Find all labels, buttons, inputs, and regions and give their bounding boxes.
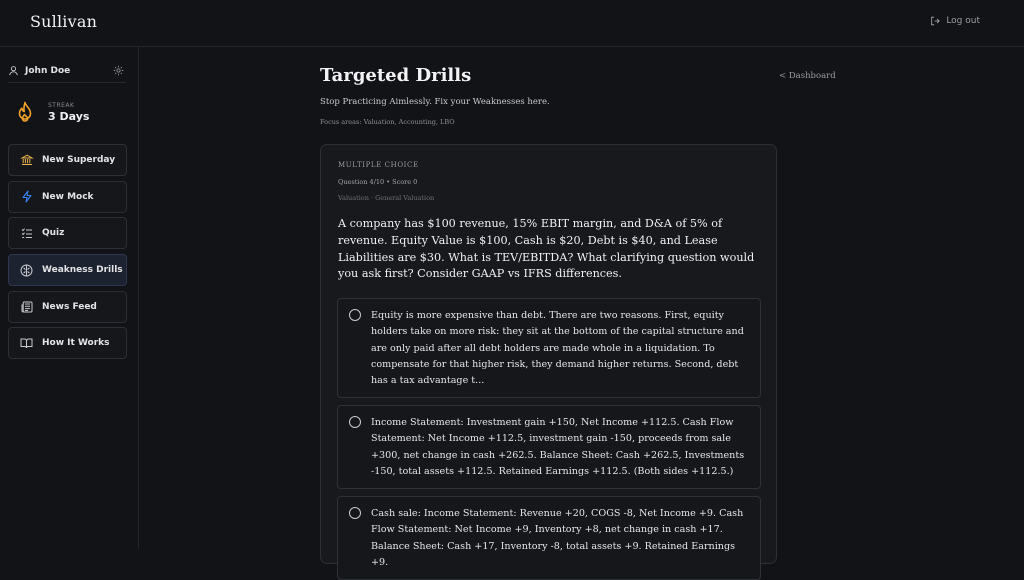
newspaper-icon xyxy=(20,300,33,313)
answer-option-text: Equity is more expensive than debt. There are two reasons. First, equity holders take on more risk: they sit at the bottom of the capital structure and are only paid after all debt holders are made whole in a liquidation. To compensate for that higher risk, they demand higher returns. Second, debt has a tax advantage t... xyxy=(371,310,744,387)
checklist-icon xyxy=(20,227,33,240)
radio-button[interactable] xyxy=(349,416,361,428)
lightning-icon xyxy=(20,190,33,203)
sidebar-item-how-it-works[interactable] xyxy=(8,327,127,359)
person-icon xyxy=(8,65,19,76)
user-name: John Doe xyxy=(25,65,71,76)
page-title: Targeted Drills xyxy=(320,65,472,86)
dashboard-link[interactable]: < Dashboard xyxy=(779,71,836,81)
sidebar-item-label: New Mock xyxy=(42,191,94,202)
user-row xyxy=(8,59,126,83)
answer-option[interactable] xyxy=(337,496,761,580)
answer-option-text: Income Statement: Investment gain +150, Net Income +112.5. Cash Flow Statement: Net Income +112.5, investment gain -150, proceeds from sale +300, net change in cash +262.5. Balance Sheet: Cash +262.5, Investments -150, total assets +112.5. Retained Earnings +112.5. (Both sides +112.5.) xyxy=(371,417,745,477)
question-type: MULTIPLE CHOICE xyxy=(338,161,419,169)
sidebar-item-weakness-drills[interactable] xyxy=(8,254,127,286)
question-card xyxy=(320,144,777,568)
brand-logo[interactable]: Sullivan xyxy=(30,12,98,31)
sidebar-item-news-feed[interactable] xyxy=(8,291,127,323)
answer-option[interactable] xyxy=(337,405,761,489)
answer-option[interactable] xyxy=(337,298,761,398)
sidebar-item-quiz[interactable] xyxy=(8,217,127,249)
book-icon xyxy=(20,337,33,350)
answer-option-text: Cash sale: Income Statement: Revenue +20, COGS -8, Net Income +9. Cash Flow Statement: Net Income +9, Inventory +8, net change in cash +17. Balance Sheet: Cash +17, Inventory -8, total assets +9. Retained Earnings +9. xyxy=(371,508,744,568)
main-content xyxy=(139,47,1024,568)
logout-label: Log out xyxy=(946,16,980,26)
sidebar xyxy=(0,47,139,548)
radio-button[interactable] xyxy=(349,309,361,321)
sidebar-item-label: Weakness Drills xyxy=(42,265,123,276)
sidebar-item-label: How It Works xyxy=(42,338,110,349)
flame-icon xyxy=(16,101,34,123)
streak-value: 3 Days xyxy=(48,109,90,123)
radio-button[interactable] xyxy=(349,507,361,519)
focus-areas: Focus areas: Valuation, Accounting, LBO xyxy=(320,118,455,126)
brain-icon xyxy=(20,264,33,277)
sidebar-item-label: Quiz xyxy=(42,228,65,239)
logout-icon xyxy=(930,16,940,26)
question-progress: Question 4/10 • Score 0 xyxy=(338,178,418,186)
logout-button[interactable] xyxy=(930,16,980,26)
sidebar-item-label: New Superday xyxy=(42,155,116,165)
streak-label: STREAK xyxy=(48,101,75,109)
question-text: A company has $100 revenue, 15% EBIT margin, and D&A of 5% of revenue. Equity Value is $100, Cash is $20, Debt is $40, and Lease Liabilities are $30. What is TEV/EBITDA? What clarifying question would you ask first? Consider GAAP vs IFRS differences. xyxy=(338,217,755,281)
page-subtitle: Stop Practicing Aimlessly. Fix your Weaknesses here. xyxy=(320,97,550,107)
gear-icon[interactable] xyxy=(113,65,124,76)
sidebar-item-new-mock[interactable] xyxy=(8,181,127,213)
sidebar-nav xyxy=(8,144,127,364)
sidebar-item-label: News Feed xyxy=(42,301,97,312)
bank-icon xyxy=(20,154,33,167)
question-topic: Valuation · General Valuation xyxy=(338,194,435,202)
streak-widget xyxy=(16,101,89,123)
sidebar-item-new-superday[interactable] xyxy=(8,144,127,176)
top-bar xyxy=(0,0,1024,47)
